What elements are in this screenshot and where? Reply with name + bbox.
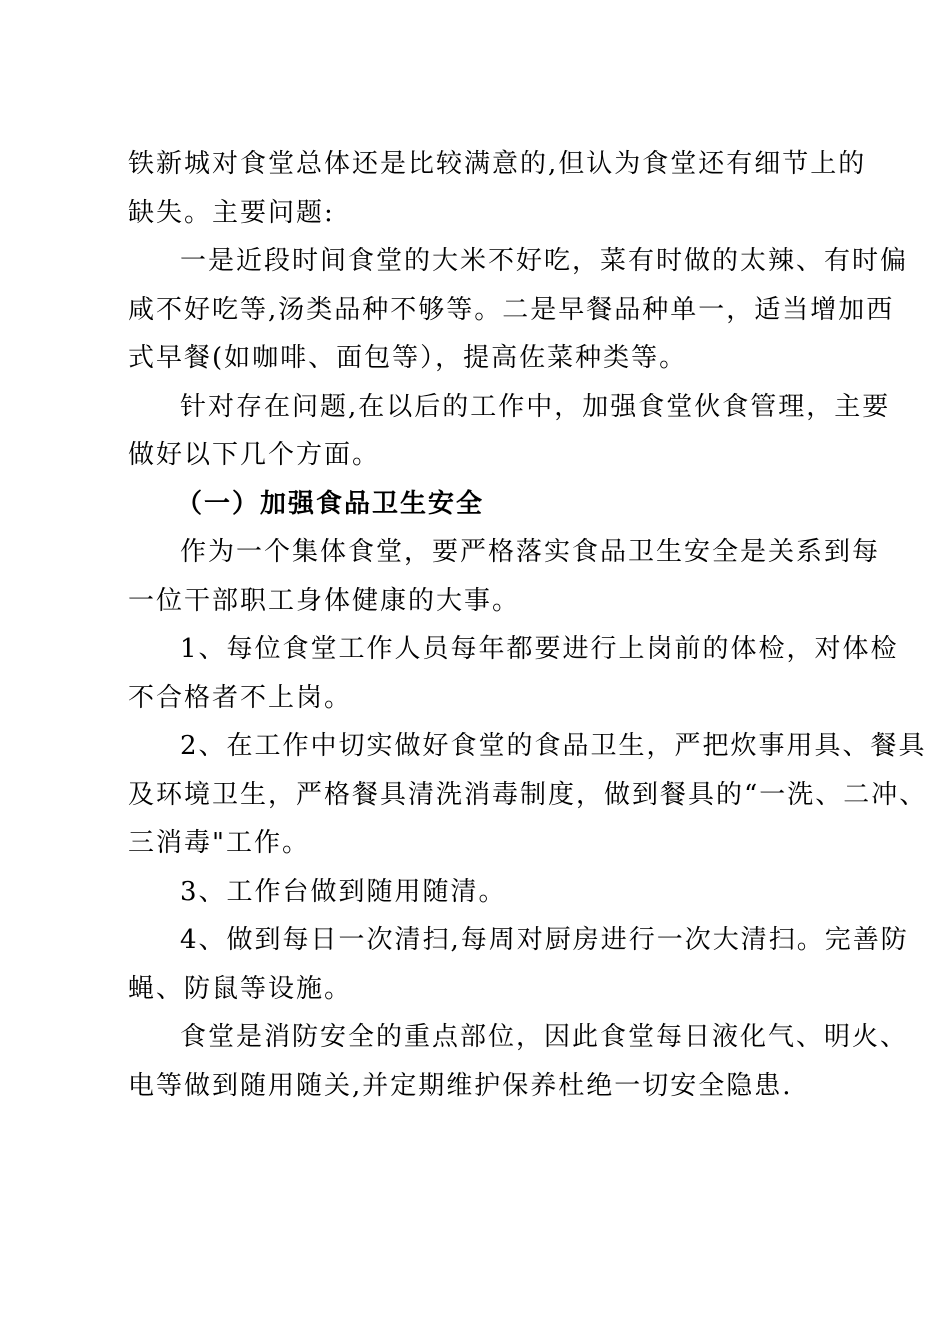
paragraph-line: 电等做到随用随关,并定期维护保养杜绝一切安全隐患.: [128, 1070, 793, 1101]
paragraph-line: 食堂是消防安全的重点部位，因此食堂每日液化气、明火、: [180, 1022, 909, 1052]
paragraph-line: 式早餐(如咖啡、面包等），提高佐菜种类等。: [128, 343, 688, 373]
paragraph-line: 缺失。主要问题:: [128, 197, 335, 228]
paragraph-line: 作为一个集体食堂，要严格落实食品卫生安全是关系到每: [180, 537, 881, 567]
paragraph-line: 针对存在问题,在以后的工作中，加强食堂伙食管理，主要: [180, 391, 891, 422]
section-heading: （一）加强食品卫生安全: [176, 488, 485, 519]
paragraph-line: 咸不好吃等,汤类品种不够等。二是早餐品种单一，适当增加西: [128, 294, 895, 325]
document-body: [128, 140, 928, 1110]
list-item-line: 三消毒"工作。: [128, 828, 310, 858]
list-item-line: 2、在工作中切实做好食堂的食品卫生，严把炊事用具、餐具: [180, 731, 927, 761]
list-item-line: 4、做到每日一次清扫,每周对厨房进行一次大清扫。完善防: [180, 925, 909, 955]
paragraph-line: 一位干部职工身体健康的大事。: [128, 585, 521, 616]
list-item-line: 不合格者不上岗。: [128, 682, 353, 713]
list-item-line: 3、工作台做到随用随清。: [180, 876, 507, 907]
paragraph-line: 一是近段时间食堂的大米不好吃，菜有时做的太辣、有时偏: [180, 246, 909, 276]
list-item-line: 1、每位食堂工作人员每年都要进行上岗前的体检，对体检: [180, 634, 899, 664]
list-item-line: 及环境卫生，严格餐具清洗消毒制度，做到餐具的“一洗、二冲、: [128, 779, 928, 810]
paragraph-line: 做好以下几个方面。: [128, 440, 381, 470]
list-item-line: 蝇、防鼠等设施。: [128, 973, 353, 1004]
paragraph-line: 铁新城对食堂总体还是比较满意的,但认为食堂还有细节上的: [128, 149, 867, 179]
